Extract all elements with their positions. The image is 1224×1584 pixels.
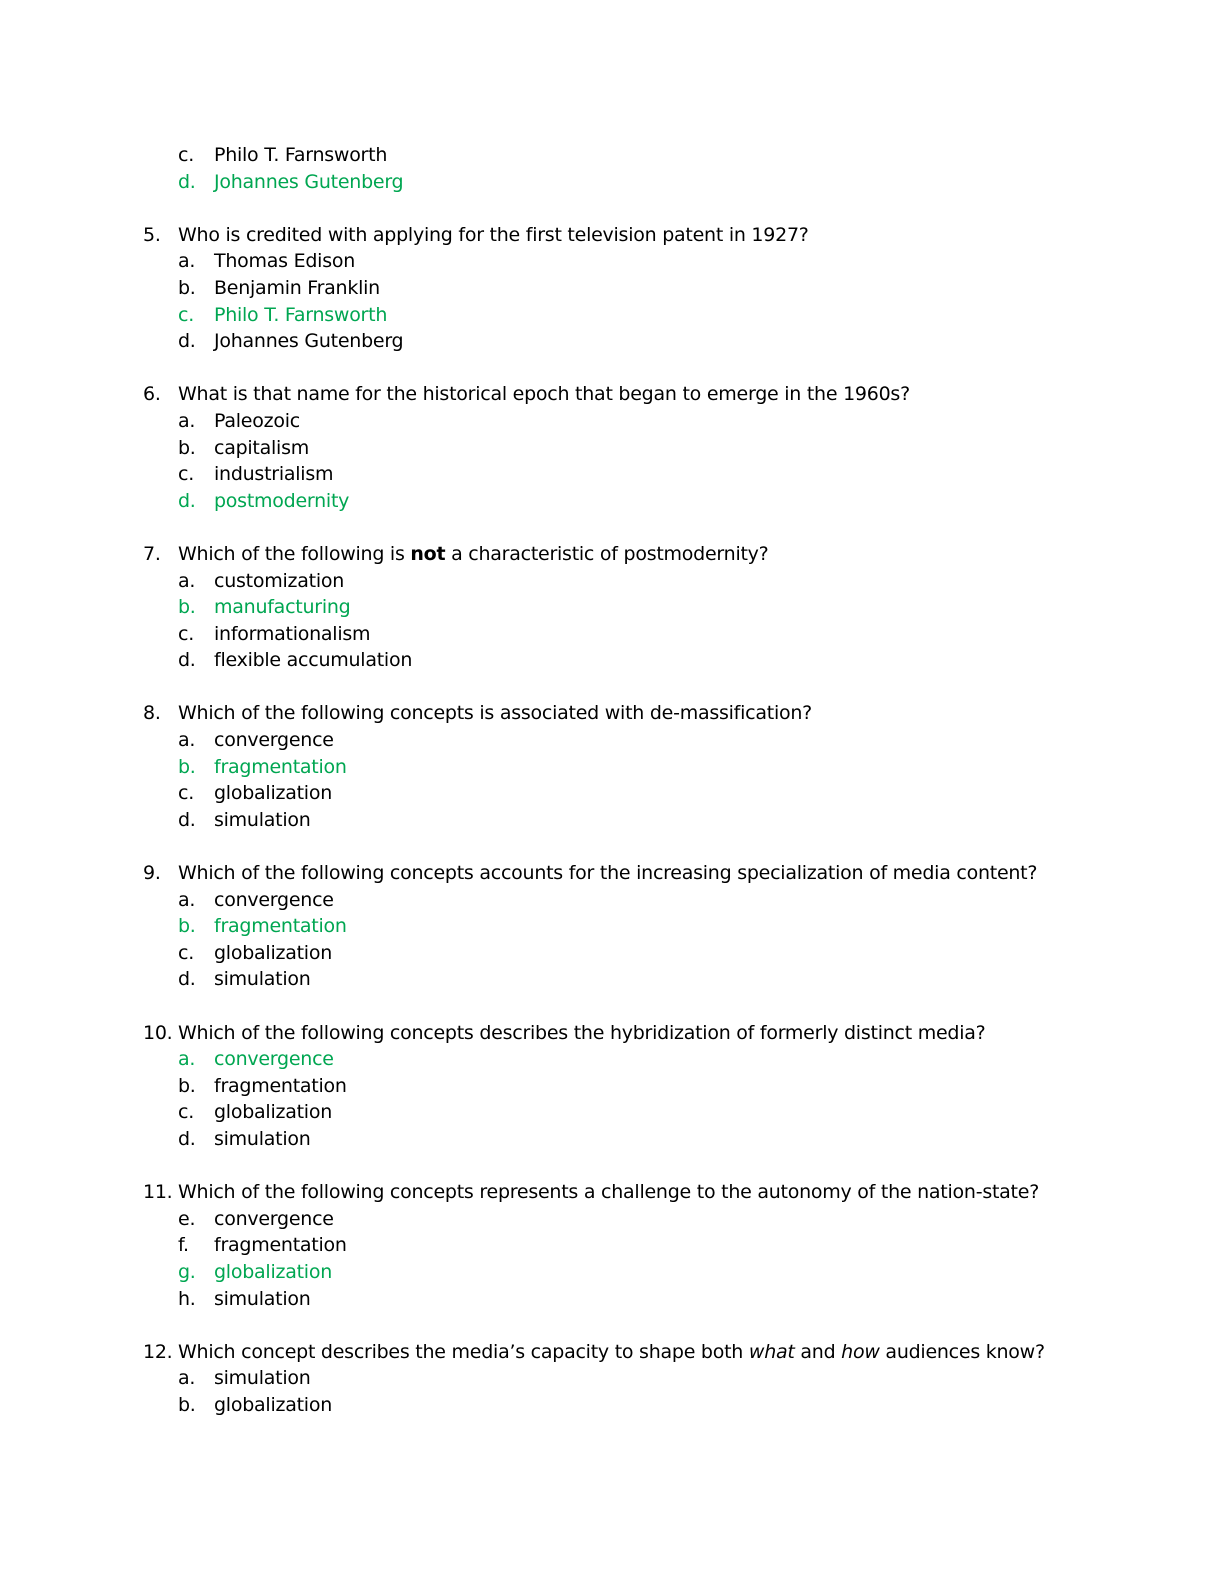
option-letter: g. [178,1260,196,1283]
option-text: convergence [214,1207,334,1230]
option-text: capitalism [214,436,309,459]
option-text: fragmentation [214,1234,347,1257]
emphasis-italic: what [748,1340,795,1363]
answer-option [0,807,1224,834]
option-text: simulation [214,1127,311,1150]
option-letter: a. [178,250,196,273]
answer-option [0,1126,1224,1153]
option-letter: c. [178,144,194,166]
option-text: postmodernity [214,489,350,512]
question-number: 12. [143,1340,173,1363]
answer-option [0,940,1224,967]
option-text: fragmentation [214,755,347,778]
answer-option-correct [0,1046,1224,1073]
answer-option-correct [0,488,1224,515]
option-letter: f. [178,1234,189,1257]
option-letter: b. [178,276,196,299]
option-text: convergence [214,888,334,911]
emphasis-italic: how [841,1340,880,1363]
option-text: informationalism [214,622,371,645]
option-letter: d. [178,170,196,193]
question-number: 10. [143,1021,173,1044]
question-stem [0,381,1224,408]
answer-option [0,328,1224,355]
question-text [178,860,1037,887]
answer-option [0,1392,1224,1419]
question-text-part: Which of the following concepts describes the hybridization of formerly distinct media? [178,1021,986,1044]
option-text: flexible accumulation [214,649,413,672]
answer-option-correct [0,302,1224,329]
option-letter: h. [178,1287,196,1310]
answer-option [0,1206,1224,1233]
option-text: Johannes Gutenberg [214,330,404,353]
answer-option [0,1073,1224,1100]
option-letter: b. [178,436,196,459]
option-letter: a. [178,569,196,592]
answer-option [0,1232,1224,1259]
question-text [178,1179,1039,1206]
option-text: globalization [214,941,332,964]
spacer [0,674,1224,701]
question-number: 9. [143,862,161,885]
answer-option [0,887,1224,914]
option-text: Thomas Edison [214,250,356,273]
option-text: Paleozoic [214,409,300,432]
spacer [0,993,1224,1020]
question-stem [0,700,1224,727]
question-number: 11. [143,1181,173,1204]
answer-option-correct [0,594,1224,621]
option-text: manufacturing [214,596,351,619]
question-text [178,222,809,249]
option-text: simulation [214,1287,311,1310]
question-text [178,1339,1045,1366]
option-letter: a. [178,729,196,752]
question-stem [0,860,1224,887]
answer-option [0,275,1224,302]
option-text: simulation [214,968,311,991]
answer-option [0,568,1224,595]
question-stem [0,222,1224,249]
answer-option [0,621,1224,648]
answer-option-correct [0,1259,1224,1286]
option-letter: d. [178,968,196,991]
option-text: industrialism [214,463,334,486]
question-text-part: Which of the following is [178,542,411,565]
option-letter: d. [178,1127,196,1150]
question-text [178,1020,985,1047]
answer-option [0,408,1224,435]
answer-option-correct [0,169,1224,196]
option-text: globalization [214,1260,332,1283]
answer-option-correct [0,754,1224,781]
option-letter: e. [178,1207,196,1230]
option-letter: d. [178,489,196,512]
option-text: convergence [214,729,334,752]
option-letter: b. [178,596,196,619]
option-letter: c. [178,463,194,486]
question-text-part: a characteristic of postmodernity? [445,542,769,565]
option-text: globalization [214,1101,332,1124]
spacer [0,1312,1224,1339]
option-text: Benjamin Franklin [214,276,380,299]
question-stem [0,1020,1224,1047]
question-text-part: What is that name for the historical epoch that began to emerge in the 1960s? [178,383,910,406]
option-text: globalization [214,782,332,805]
answer-option [0,142,1224,169]
option-letter: d. [178,330,196,353]
option-letter: b. [178,915,196,938]
question-text-part: Which of the following concepts is associated with de-massification? [178,702,812,725]
answer-option [0,727,1224,754]
option-letter: a. [178,888,196,911]
option-letter: b. [178,1393,196,1416]
question-stem [0,1179,1224,1206]
option-letter: c. [178,1101,194,1124]
option-letter: a. [178,1048,196,1071]
option-letter: b. [178,1074,196,1097]
question-text [178,700,812,727]
answer-option [0,435,1224,462]
question-text [178,541,769,568]
option-letter: c. [178,303,194,326]
question-number: 6. [143,383,161,406]
option-letter: d. [178,808,196,831]
answer-option [0,1099,1224,1126]
answer-option [0,1286,1224,1313]
question-number: 8. [143,702,161,725]
option-letter: c. [178,622,194,645]
answer-option [0,461,1224,488]
question-text-part: Who is credited with applying for the first television patent in 1927? [178,223,809,246]
question-text-part: and [794,1340,842,1363]
option-text: Philo T. Farnsworth [214,144,388,166]
quiz-content [0,142,1224,1419]
question-number: 5. [143,223,161,246]
option-letter: c. [178,941,194,964]
question-text-part: audiences know? [879,1340,1045,1363]
option-letter: b. [178,755,196,778]
option-text: simulation [214,1367,311,1390]
option-letter: a. [178,409,196,432]
question-text-part: Which concept describes the media’s capacity to shape both [178,1340,749,1363]
answer-option-correct [0,913,1224,940]
option-text: fragmentation [214,1074,347,1097]
question-number: 7. [143,542,161,565]
option-letter: d. [178,649,196,672]
option-text: convergence [214,1048,334,1071]
answer-option [0,780,1224,807]
question-text-part: Which of the following concepts accounts for the increasing specialization of media content? [178,862,1038,885]
option-text: globalization [214,1393,332,1416]
spacer [0,195,1224,222]
option-text: customization [214,569,345,592]
answer-option [0,647,1224,674]
option-letter: c. [178,782,194,805]
spacer [0,355,1224,382]
answer-option [0,966,1224,993]
option-text: fragmentation [214,915,347,938]
emphasis-bold: not [410,542,446,565]
spacer [0,1153,1224,1180]
spacer [0,833,1224,860]
answer-option [0,1365,1224,1392]
question-text [178,381,910,408]
option-text: simulation [214,808,311,831]
question-text-part: Which of the following concepts represents a challenge to the autonomy of the nation-state? [178,1181,1040,1204]
option-text: Philo T. Farnsworth [214,303,388,326]
question-stem [0,1339,1224,1366]
option-letter: a. [178,1367,196,1390]
answer-option [0,248,1224,275]
option-text: Johannes Gutenberg [214,170,404,193]
spacer [0,514,1224,541]
question-stem [0,541,1224,568]
